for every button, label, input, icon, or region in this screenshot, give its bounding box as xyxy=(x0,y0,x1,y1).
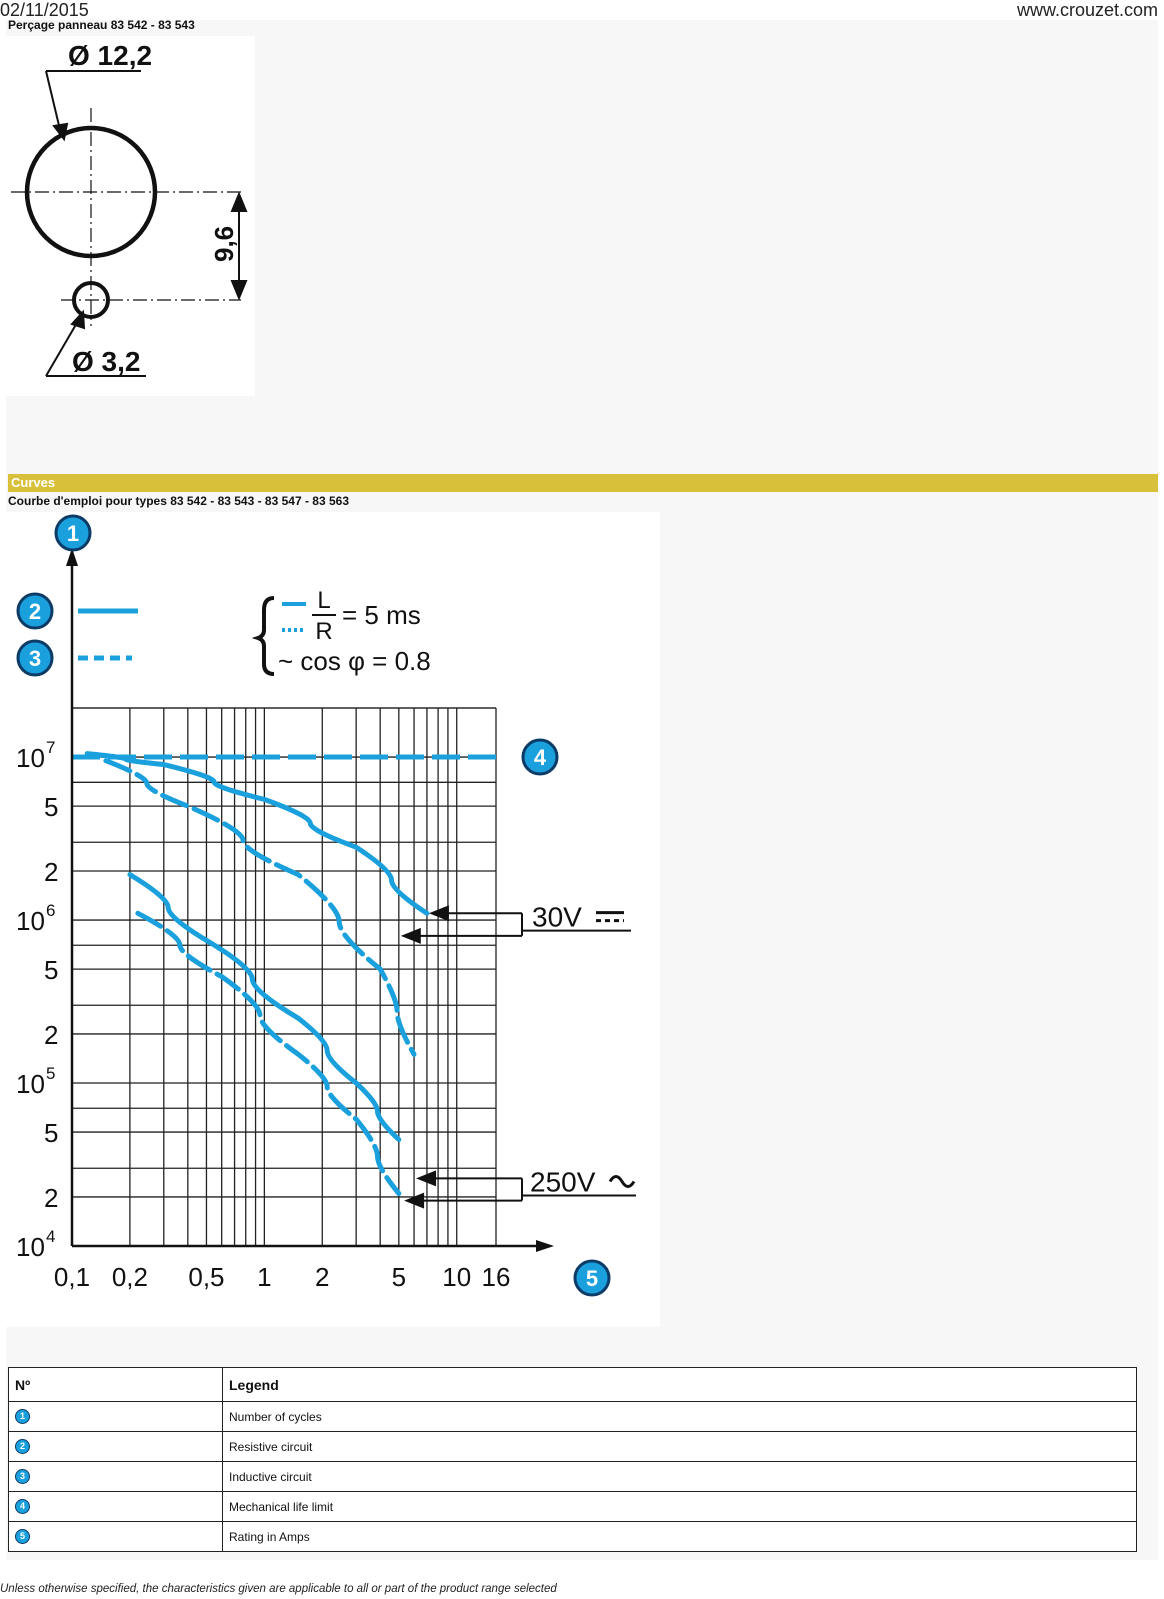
dim-large-label: Ø 12,2 xyxy=(68,40,153,71)
legend-row xyxy=(9,1492,1137,1522)
header-date: 02/11/2015 xyxy=(0,0,89,20)
dim-spacing-label: 9,6 xyxy=(209,225,239,262)
legend-row xyxy=(9,1522,1137,1552)
chart-decor xyxy=(18,516,636,1295)
y-tick-label: 5 xyxy=(44,792,59,823)
legend-fraction-den: R xyxy=(315,618,333,645)
legend-row xyxy=(9,1432,1137,1462)
annot-30v-top-arrow xyxy=(429,905,449,921)
legend-line2: ~ cos φ = 0.8 xyxy=(278,646,431,676)
legend-num-cell xyxy=(9,1522,223,1552)
annot-30v-label: 30V xyxy=(532,901,582,933)
legend-brace xyxy=(258,598,274,674)
marker-5-badge-label: 5 xyxy=(585,1266,599,1291)
y-tick-label: 2 xyxy=(44,1019,59,1050)
legend-num-cell xyxy=(9,1462,223,1492)
legend-label: Rating in Amps xyxy=(223,1522,1137,1552)
marker-4-badge-label: 4 xyxy=(533,745,547,771)
legend-row xyxy=(9,1462,1137,1492)
legend-num-cell xyxy=(9,1402,223,1432)
marker-2-badge-label: 2 xyxy=(28,599,42,624)
annot-250v-top-arrow xyxy=(416,1170,436,1186)
annot-250v-label: 250V xyxy=(530,1166,596,1198)
legend-header-label: Legend xyxy=(223,1368,1137,1402)
number-5-badge: 5 xyxy=(15,1529,30,1544)
legend-line1-value: = 5 ms xyxy=(342,600,421,630)
usage-curve-chart xyxy=(6,512,660,1327)
y-tick-exponent: 4 xyxy=(46,1227,56,1246)
footer-disclaimer: Unless otherwise specified, the characteristics given are applicable to all or part of the product range selected xyxy=(0,1583,557,1595)
x-tick-label: 0,1 xyxy=(53,1262,91,1292)
legend-label: Mechanical life limit xyxy=(223,1492,1137,1522)
y-tick-label: 10 xyxy=(16,906,45,937)
x-tick-label: 5 xyxy=(391,1262,407,1292)
legend-header-num: Nº xyxy=(9,1368,223,1402)
legend-num-cell xyxy=(9,1432,223,1462)
y-tick-label: 5 xyxy=(44,1118,59,1149)
y-tick-exponent: 5 xyxy=(46,1064,56,1084)
y-tick-label: 2 xyxy=(44,856,59,887)
curve-250V-dashed xyxy=(138,913,399,1193)
ac-symbol xyxy=(610,1176,634,1186)
x-tick-label: 16 xyxy=(481,1262,511,1292)
number-1-badge: 1 xyxy=(15,1409,30,1424)
header-site[interactable]: www.crouzet.com xyxy=(1016,0,1158,20)
y-tick-label: 10 xyxy=(16,1232,45,1262)
number-2-badge: 2 xyxy=(15,1439,30,1454)
legend-label: Number of cycles xyxy=(223,1402,1137,1432)
annot-30v-bottom-arrow xyxy=(401,928,421,944)
marker-1-badge-label: 1 xyxy=(66,521,80,546)
x-axis-arrow xyxy=(536,1240,554,1252)
legend-fraction-num: L xyxy=(317,587,331,614)
legend-label: Resistive circuit xyxy=(223,1432,1137,1462)
dim-small-label: Ø 3,2 xyxy=(72,346,141,377)
drilling-drawing xyxy=(6,36,255,396)
section-curves: Curves xyxy=(8,474,1158,492)
x-tick-label: 1 xyxy=(257,1262,272,1292)
y-tick-label: 10 xyxy=(16,1069,45,1100)
x-tick-label: 2 xyxy=(315,1262,330,1292)
y-tick-exponent: 6 xyxy=(46,901,56,921)
x-tick-label: 0,2 xyxy=(111,1262,148,1292)
x-tick-label: 0,5 xyxy=(188,1262,225,1292)
y-tick-label: 5 xyxy=(44,955,59,986)
drilling-caption: Perçage panneau 83 542 - 83 543 xyxy=(8,18,195,32)
number-3-badge: 3 xyxy=(15,1469,30,1484)
y-tick-label: 10 xyxy=(16,743,45,774)
legend-table xyxy=(8,1367,1137,1552)
number-4-badge: 4 xyxy=(15,1499,30,1514)
marker-3-badge-label: 3 xyxy=(28,646,42,671)
chart-curves xyxy=(72,754,496,1194)
legend-label: Inductive circuit xyxy=(223,1462,1137,1492)
y-tick-exponent: 7 xyxy=(46,738,56,758)
curves-caption: Courbe d'emploi pour types 83 542 - 83 543 - 83 547 - 83 563 xyxy=(8,494,350,508)
legend-header-row xyxy=(9,1368,1137,1402)
legend-num-cell xyxy=(9,1492,223,1522)
x-tick-label: 10 xyxy=(442,1262,472,1292)
chart-ticks xyxy=(16,738,510,1292)
chart-grid xyxy=(72,708,496,1246)
y-tick-label: 2 xyxy=(44,1182,59,1213)
legend-row xyxy=(9,1402,1137,1432)
